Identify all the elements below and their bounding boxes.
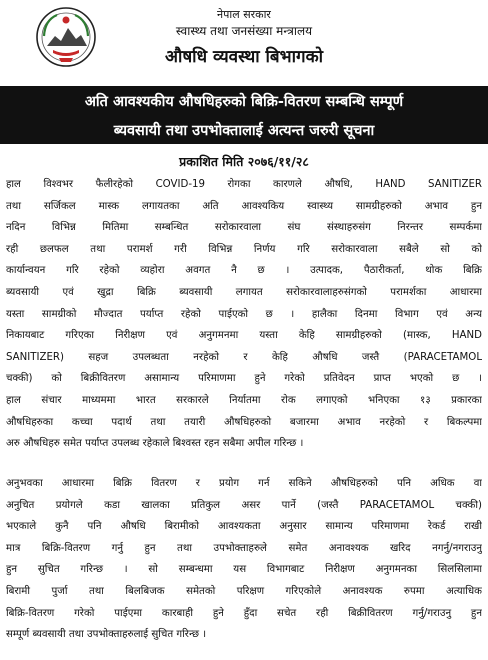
notice-title-line-2: ब्यवसायी तथा उपभोक्तालाई अत्यन्त जरुरी सूचना (113, 123, 375, 139)
paragraph-line: तथा सर्जिकल मास्क लगायतका अति आवश्यकिय स्वास्थ्य सामग्रीहरुको अभाव हुन (6, 200, 482, 212)
paragraph-line: हाल संचार माध्यममा भारत सरकारले निर्यातमा रोक लगाएको भनिएका १३ प्रकारका (6, 394, 482, 406)
paragraph-line: बिरामी पुर्जा तथा बिलबिजक समेतको परिक्षण गरिएकोले अनावश्यक रुपमा अत्याधिक (6, 585, 482, 597)
paragraph-line: ब्यवसायी एवं खुद्रा बिक्रि ब्यवसायी लगायत सरोकारवालाहरुसंगको परामर्शका आधारमा (6, 286, 482, 298)
published-date: प्रकाशित मिति २०७६/११/२८ (179, 154, 309, 169)
paragraph-line: बिक्रि-वितरण गरेको पाईएमा कारबाही हुने हुँदा सचेत रही बिक्रीवितरण गर्नु/गराउनु हुन (6, 607, 482, 619)
paragraph-line: औषधिहरुका कच्चा पदार्थ तथा तयारी औषधिहरुको बजारमा अभाव नरहेको र बिकल्पमा (6, 416, 482, 428)
paragraph-line: रही छलफल तथा परामर्श गरी विभिन्न निर्णय गरि सरोकारवाला सबैले सो को (6, 243, 482, 255)
paragraph-line: SANITIZER) सहज उपलब्धता नरहेको र केहि औषधि जस्तै (PARACETAMOL (6, 351, 482, 363)
paragraph-line: मात्र बिक्रि-वितरण गर्नु हुन तथा उपभोक्ताहरुले समेत अनावश्यक खरिद नगर्नु/नगराउनु (6, 542, 482, 554)
paragraph-line: निकायबाट गरिएका निरीक्षण एवं अनुगमनमा यस्ता केहि सामग्रीहरुको (मास्क, HAND (6, 330, 482, 342)
notice-title-banner (0, 86, 488, 144)
paragraph-line: सम्पूर्ण ब्यवसायी तथा उपभोक्ताहरुलाई सुचित गरिन्छ । (6, 629, 207, 641)
paragraph-line: अरु औषधिहरु समेत पर्याप्त उपलब्ध रहेकाले बिश्वस्त रहन सबैमा अपील गरिन्छ । (6, 438, 304, 450)
paragraph-line: चक्की) को बिक्रीवितरण असामान्य परिमाणमा हुने गरेको प्रतिवेदन प्राप्त भएको छ । (6, 373, 482, 385)
notice-paragraph-1 (6, 174, 482, 455)
paragraph-line: यस्ता सामग्रीको मौज्दात पर्याप्त रहेको पाईएको छ । हालैका दिनमा विभाग एवं अन्य (6, 308, 482, 320)
government-name: नेपाल सरकार (217, 8, 271, 21)
notice-paragraph-2 (6, 473, 482, 646)
paragraph-line: हाल विश्वभर फैलीरहेको COVID-19 रोगका कारणले औषधि, HAND SANITIZER (6, 179, 482, 190)
ministry-name: स्वास्थ्य तथा जनसंख्या मन्त्रालय (175, 24, 313, 38)
paragraph-line: नदिन विभिन्न मितिमा सम्बन्धित सरोकारवाला संघ संस्थाहरुसंग निरन्तर सम्पर्कमा (6, 222, 482, 234)
paragraph-line: कार्यान्वयन गरि रहेको व्यहोरा अवगत नै छ । उत्पादक, पैठारीकर्ता, थोक बिक्रि (6, 265, 482, 277)
department-name: औषधि व्यवस्था बिभागको (164, 47, 324, 67)
paragraph-line: हुन सुचित गरिन्छ । सो सम्बन्धमा यस विभागबाट निरीक्षण अनुगमनका सिलसिलामा (6, 564, 482, 576)
paragraph-line: अनुभवका आधारमा बिक्रि वितरण र प्रयोग गर्न सकिने औषधिहरुको पनि अधिक वा (6, 478, 482, 489)
notice-title-line-1: अति आवश्यकीय औषधिहरुको बिक्रि-वितरण सम्बन्धि सम्पूर्ण (84, 94, 404, 110)
paragraph-line: अनुचित प्रयोगले कडा खालका प्रतिकुल असर पार्ने (जस्तै PARACETAMOL चक्की) (6, 499, 482, 511)
paragraph-line: भएकाले कुनै पनि औषधि बिरामीको आवश्यकता अनुसार सामान्य परिमाणमा रेकर्ड राखी (6, 521, 482, 533)
